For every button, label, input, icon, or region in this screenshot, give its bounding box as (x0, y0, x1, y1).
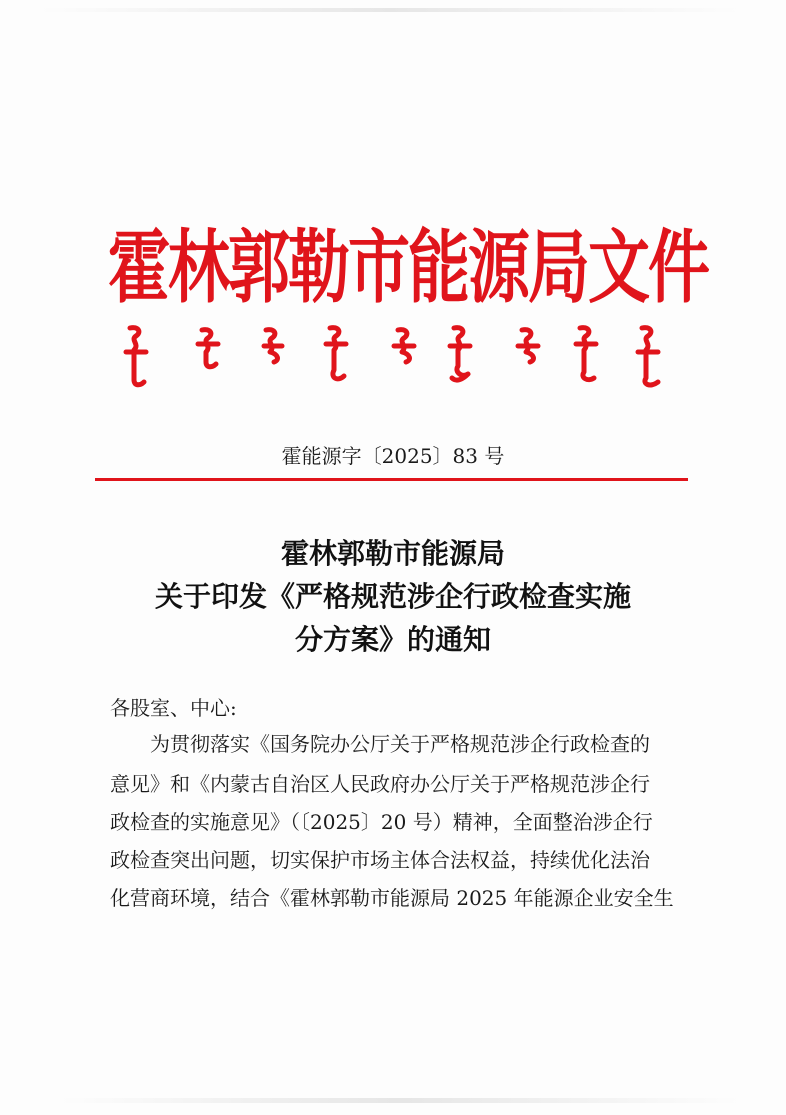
body-line: 化营商环境，结合《霍林郭勒市能源局 2025 年能源企业安全生 (110, 886, 674, 910)
notice-title-line-3: 分方案》的通知 (294, 623, 491, 656)
mongolian-script-graphic (118, 322, 678, 392)
notice-title-line-1: 霍林郭勒市能源局 (280, 537, 505, 570)
notice-title-line-2: 关于印发《严格规范涉企行政检查实施 (154, 580, 631, 613)
salutation: 各股室、中心: (110, 696, 237, 720)
document-number: 霍能源字〔2025〕83 号 (281, 444, 505, 468)
body-line: 为贯彻落实《国务院办公厅关于严格规范涉企行政检查的 (110, 732, 650, 756)
scan-edge-bottom (60, 1098, 740, 1103)
document-header-title: 霍林郭勒市能源局文件 (108, 220, 709, 315)
body-line: 政检查突出问题，切实保护市场主体合法权益，持续优化法治 (110, 848, 650, 872)
mongolian-script-title (118, 322, 678, 392)
scan-edge-top (40, 8, 740, 12)
red-divider-line (95, 478, 688, 481)
body-line: 政检查的实施意见》（〔2025〕20 号）精神，全面整治涉企行 (110, 810, 653, 834)
body-line: 意见》和《内蒙古自治区人民政府办公厅关于严格规范涉企行 (110, 772, 650, 796)
